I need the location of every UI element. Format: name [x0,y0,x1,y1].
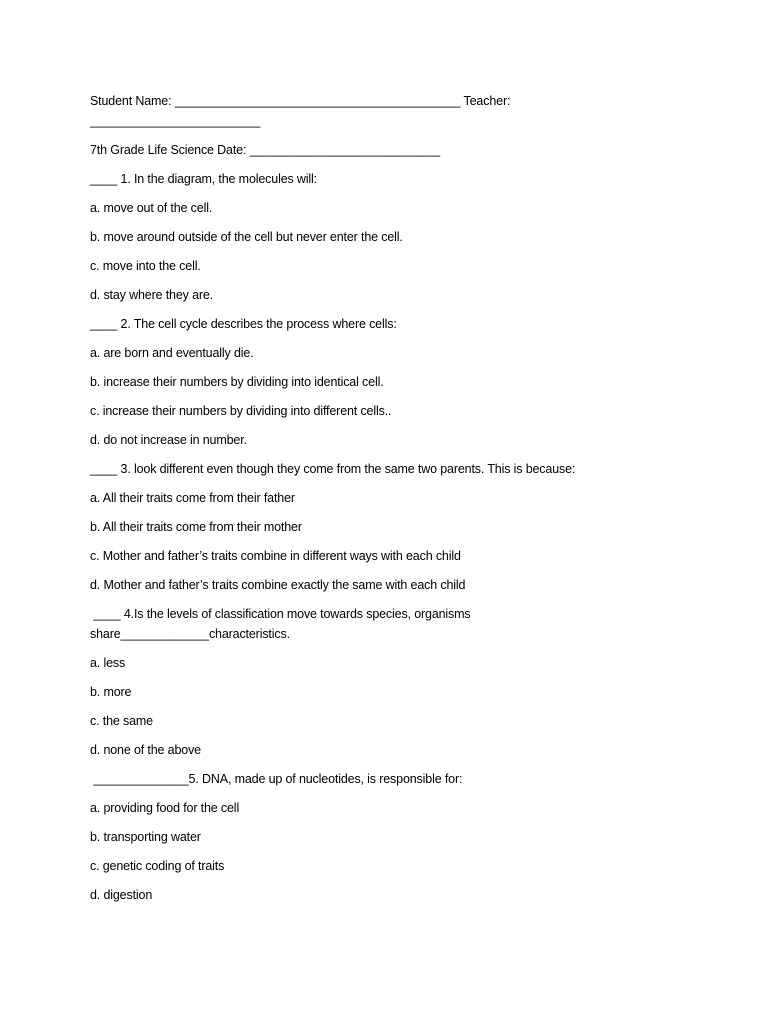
question-3-option-a: a. All their traits come from their father [90,491,295,506]
question-3-option-b: b. All their traits come from their mother [90,520,302,535]
question-4-option-a: a. less [90,655,126,670]
question-2-option-a: a. are born and eventually die. [90,345,254,360]
question-5-stem: ______________5. DNA, made up of nucleotides, is responsible for: [90,772,463,787]
question-3-option-d: d. Mother and father’s traits combine exactly the same with each child [90,578,466,593]
question-4-stem-line-1: ____ 4.Is the levels of classification move towards species, organisms [90,607,471,622]
question-5-option-b: b. transporting water [90,830,201,845]
question-3-option-c: c. Mother and father’s traits combine in different ways with each child [90,549,461,564]
question-3-stem: ____ 3. look different even though they come from the same two parents. This is because: [90,462,576,477]
question-1-option-a: a. move out of the cell. [90,200,213,215]
teacher-blank-line: _________________________ [90,113,261,128]
question-4-option-d: d. none of the above [90,742,201,757]
question-4-option-c: c. the same [90,713,153,728]
question-2-stem: ____ 2. The cell cycle describes the process where cells: [90,316,397,331]
question-5-option-c: c. genetic coding of traits [90,859,225,874]
question-1-stem: ____ 1. In the diagram, the molecules will: [90,171,318,186]
question-2-option-d: d. do not increase in number. [90,433,247,448]
grade-date-line: 7th Grade Life Science Date: ____________________________ [90,142,441,157]
question-5-option-d: d. digestion [90,888,153,903]
question-2-option-c: c. increase their numbers by dividing into different cells.. [90,403,392,418]
worksheet-page [90,93,690,916]
question-1-option-b: b. move around outside of the cell but never enter the cell. [90,229,403,244]
student-name-teacher-line: Student Name: __________________________________________ Teacher: [90,94,511,108]
question-1-option-d: d. stay where they are. [90,287,214,302]
question-2-option-b: b. increase their numbers by dividing into identical cell. [90,374,384,389]
question-5-option-a: a. providing food for the cell [90,801,240,816]
question-4-option-b: b. more [90,684,132,699]
question-1-option-c: c. move into the cell. [90,258,201,273]
question-4-stem-line-2: share_____________characteristics. [90,626,290,641]
